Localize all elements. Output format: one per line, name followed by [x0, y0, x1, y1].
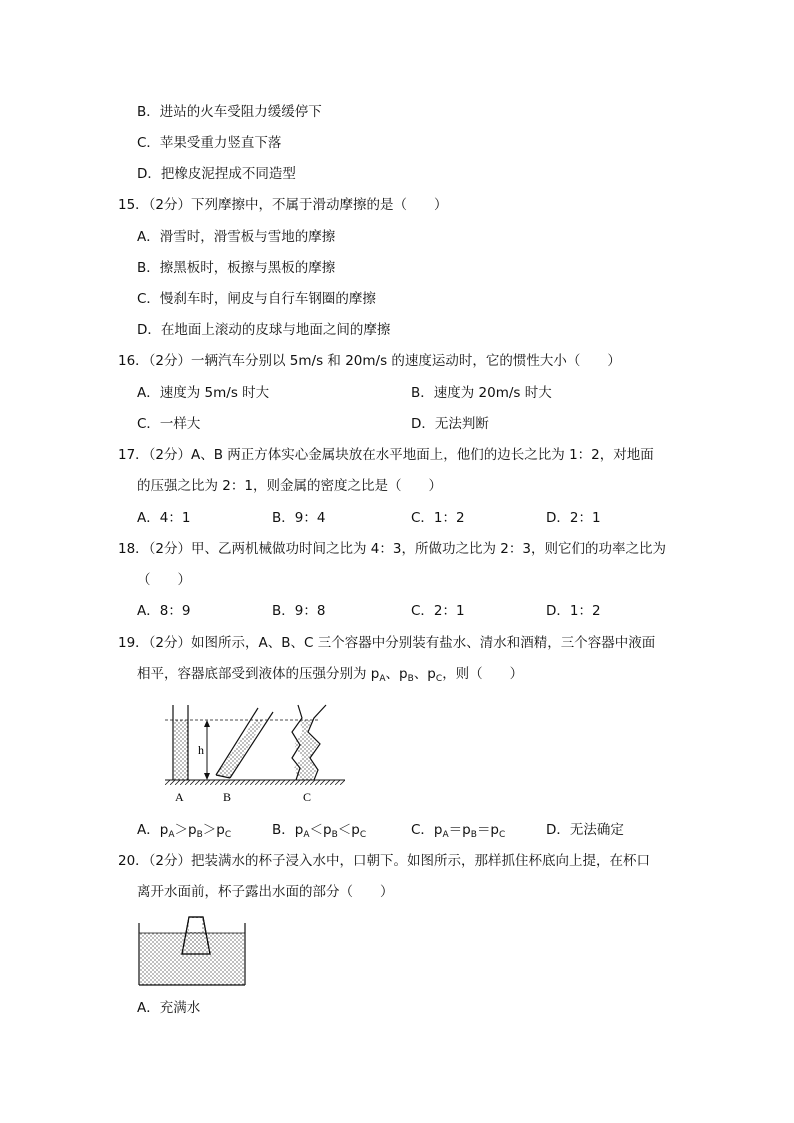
q17-option-b: B．9：4 [272, 510, 326, 526]
q15-stem: 15．（2分）下列摩擦中，不属于滑动摩擦的是（ ） [118, 197, 448, 213]
q16-option-a: A．速度为 5m/s 时大 [137, 385, 270, 401]
q20-stem-line2: 离开水面前，杯子露出水面的部分（ ） [137, 884, 394, 900]
q18-option-b: B．9：8 [272, 603, 326, 619]
q18-stem-line2: （ ） [137, 572, 191, 588]
q19-option-c-text: C．p [411, 822, 443, 838]
q17-stem-line2: 的压强之比为 2：1，则金属的密度之比是（ ） [137, 478, 442, 494]
q19-stem-line2: 相平，容器底部受到液体的压强分别为 $p_A$、$p_B$、$p_C$，则（ ） [137, 666, 524, 684]
q18-option-d: D．1：2 [546, 603, 601, 619]
q19-label-b: B [223, 790, 232, 804]
q20-stem-line1: 20．（2分）把装满水的杯子浸入水中，口朝下。如图所示，那样抓住杯底向上提，在杯口 [118, 853, 651, 869]
q19-label-c: C [303, 790, 312, 804]
q17-option-d: D．2：1 [546, 510, 601, 526]
q15-option-b: B．擦黑板时，板擦与黑板的摩擦 [137, 260, 336, 276]
q17-stem-line1: 17．（2分）A、B 两正方体实心金属块放在水平地面上，他们的边长之比为 1：2，对地面 [118, 447, 654, 463]
q19-option-b: B．$p_A<p_B<p_C$ [272, 822, 367, 840]
q19-option-d: D．无法确定 [546, 822, 624, 838]
q19-stem-line1: 19．（2分）如图所示，A、B、C 三个容器中分别装有盐水、清水和酒精，三个容器中液面 [118, 635, 656, 651]
q19-stem-line2-text: 相平，容器底部受到液体的压强分别为 p [137, 666, 380, 682]
q14-option-b: B．进站的火车受阻力缓缓停下 [137, 104, 322, 120]
q14-option-c: C．苹果受重力竖直下落 [137, 135, 282, 151]
q18-stem-line1: 18．（2分）甲、乙两机械做功时间之比为 4：3，所做功之比为 2：3，则它们的功率之比为 [118, 541, 666, 557]
q20-option-a: A．充满水 [137, 1000, 201, 1016]
q15-option-d: D．在地面上滚动的皮球与地面之间的摩擦 [137, 322, 391, 338]
q19-h-label: h [198, 743, 204, 757]
q14-option-d: D．把橡皮泥捏成不同造型 [137, 166, 296, 182]
q17-option-a: A．4：1 [137, 510, 191, 526]
q18-option-a: A．8：9 [137, 603, 191, 619]
q19-option-a-text: A．p [137, 822, 169, 838]
q17-option-c: C．1：2 [411, 510, 465, 526]
q19-label-a: A [175, 790, 184, 804]
q16-option-d: D．无法判断 [411, 416, 489, 432]
q16-option-b: B．速度为 20m/s 时大 [411, 385, 552, 401]
q19-container-figure [160, 700, 350, 810]
q15-option-c: C．慢刹车时，闸皮与自行车钢圈的摩擦 [137, 291, 376, 307]
q16-option-c: C．一样大 [137, 416, 201, 432]
q16-stem: 16．（2分）一辆汽车分别以 5m/s 和 20m/s 的速度运动时，它的惯性大小（ ） [118, 353, 621, 369]
q20-cup-figure [138, 915, 250, 990]
q18-option-c: C．2：1 [411, 603, 465, 619]
q19-option-c: C．$p_A=p_B=p_C$ [411, 822, 506, 840]
q19-stem-line2-end: ，则（ ） [442, 666, 524, 682]
q19-option-a: A．$p_A>p_B>p_C$ [137, 822, 232, 840]
q15-option-a: A．滑雪时，滑雪板与雪地的摩擦 [137, 229, 336, 245]
q19-option-b-text: B．p [272, 822, 304, 838]
